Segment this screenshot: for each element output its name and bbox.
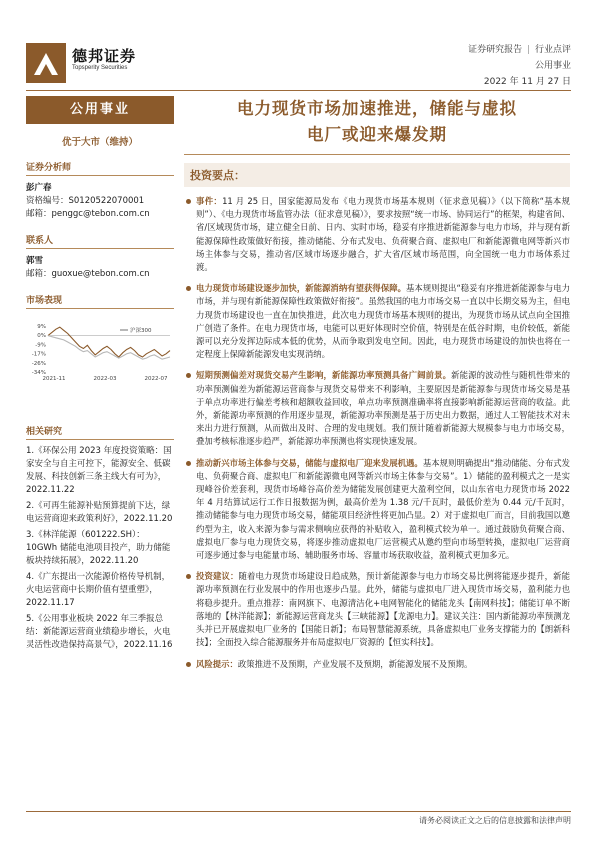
logo-text-en: Topsperity Securities — [72, 65, 128, 71]
contact-heading: 联系人 — [26, 233, 174, 249]
related-item[interactable]: 5.《公用事业板块 2022 年三季报总结：新能源运营商业绩稳步增长，火电灵活性改造保持高景气》，2022.11.16 — [26, 614, 173, 650]
y-tick-label: -26% — [31, 360, 46, 367]
bullet-text: 基本规则明确提出“推动储能、分布式发电、负荷聚合商、虚拟电厂和新能源微电网等新兴市场主体参与交易”。1）储能的盈利模式之一是实现峰谷价差套利，现货市场峰谷高价差为储能发展创建更大盈利空间，以山东省电力现货市场 2022 年 4 月结算试运行工作日报数据为例，最高价差为 1.38 元/千瓦时，最低价差为 0.44 元/千瓦时，推动储能参与电力现货市场交易，储能项目经济性将更加凸显。2）对于虚拟电厂而言，目前我国以邀约型为主，收入来源为参与需求侧响应获得的补贴收入，盈利模式较为单一。通过鼓励负荷聚合商、虚拟电厂参与电力现货交易，将逐步推动虚拟电厂运营模式从邀约型向市场型转换，虚拟电厂运营商可逐步通过参与电能量市场、辅助服务市场、容量市场获取收益，盈利模式更加多元。 — [196, 457, 571, 561]
header-divider — [26, 90, 571, 91]
report-date: 2022 年 11 月 27 日 — [483, 77, 571, 87]
analyst-cert: 资格编号：S0120522070001 — [26, 196, 145, 206]
analyst-email[interactable]: 邮箱：penggc@tebon.com.cn — [26, 209, 150, 219]
bullet-text: 基本规则提出“稳妥有序推进新能源参与电力市场，并与现有新能源保障性政策做好衔接”。虽然我国的电力市场交易一直以中长期交易为主，但电力现货市场建设也一直在加快推进，此次电力现货市场基本规则的提出，为现货市场从试点向全国推广创造了条件。在电力现货市场，电能可以更好体现时空价值，特别是在低谷时期，电价较低，新能源可以充分发挥边际成本低的优势，从而争取到发电空间。因此，电力现货市场建设的加快也将在一定程度上保障新能源发电实现消纳。 — [196, 283, 570, 360]
related-list — [26, 445, 174, 652]
market-heading: 市场表现 — [26, 293, 174, 309]
analyst-name: 彭广春 — [26, 183, 52, 193]
y-tick-label: -17% — [31, 351, 46, 358]
page-title — [184, 96, 570, 148]
chart-svg — [26, 322, 174, 382]
y-tick-label: -34% — [31, 370, 46, 376]
doc-meta — [468, 42, 571, 90]
market-performance-chart — [26, 322, 174, 382]
sector-label: 公用事业 — [26, 96, 174, 124]
x-tick-label: 2022-07 — [144, 376, 168, 382]
rating: 优于大市（维持） — [61, 137, 138, 148]
bullet-risk — [184, 658, 570, 671]
title-divider — [184, 154, 570, 155]
bullet-lead: 电力现货市场建设逐步加快，新能源消纳有望获得保障。 — [196, 283, 407, 294]
related-item[interactable]: 2.《可再生能源补贴预算提前下达，绿电运营商迎来政策利好》，2022.11.20 — [26, 501, 173, 524]
bullet-investment — [184, 570, 570, 649]
sidebar — [26, 96, 174, 309]
bullet-lead: 投资建议： — [196, 571, 239, 582]
analyst-heading: 证券分析师 — [26, 160, 174, 176]
bullet-lead: 短期预测偏差对现货交易产生影响，新能源功率预测具备广阔前景。 — [196, 370, 452, 381]
footer-disclaimer: 请务必阅读正文之后的信息披露和法律声明 — [419, 816, 571, 825]
footer-divider — [26, 811, 571, 812]
y-tick-label: -9% — [35, 342, 46, 349]
related-item[interactable]: 3.《林洋能源（601222.SH）：10GWh 储能电池项目投产，助力储能板块持续拓展》，2022.11.20 — [26, 530, 171, 566]
y-tick-label: 0% — [37, 333, 46, 340]
bullet-event — [184, 195, 570, 274]
bullet-lead: 事件： — [196, 196, 223, 206]
main-content — [184, 96, 570, 671]
report-sector: 公用事业 — [534, 61, 571, 71]
related-research — [26, 424, 174, 655]
legend-label: 沪深300 — [130, 328, 152, 334]
y-tick-label: 9% — [37, 324, 46, 330]
bullet-storage-vpp — [184, 457, 570, 563]
x-tick-label: 2022-03 — [93, 376, 117, 382]
bullet-lead: 推动新兴市场主体参与交易，储能与虚拟电厂迎来发展机遇。 — [196, 457, 423, 468]
bullet-text: 新能源的波动性与随机性带来的功率预测偏差为新能源运营商参与现货交易带来不利影响，主要原因是新能源参与现货市场交易是基于单点功率进行偏差考核和超额收益回收，单点功率预测准确率将直接影响新能源运营商的收益。此外，新能源功率预测的作用逐步显现，新能源功率预测是基于历史出力数据，通过人工智能技术对未来出力进行预测，从而做出及时、合理的发电规划。我们预计随着新能源大规模参与电力市场交易，叠加考核标准逐步趋严，新能源功率预测也将实现快速发展。 — [196, 370, 571, 447]
section-heading: 投资要点： — [184, 163, 570, 187]
related-item[interactable]: 4.《广东提出一次能源价格传导机制，火电运营商中长期价值有望重塑》，2022.11.17 — [26, 572, 171, 608]
bullet-text: 随着电力现货市场建设日趋成熟，预计新能源参与电力市场交易比例将能逐步提升，新能源功率预测在行业发展中的作用也逐步凸显。此外，储能与虚拟电厂进入现货市场交易，盈利能力也将稳步提升。重点推荐：南网旗下、电源清洁化+电网智能化的储能龙头【南网科技】；储能订单不断落地的【林洋能源】；新能源运营商龙头【三峡能源】【龙源电力】。建议关注：国内新能源功率预测龙头并已开展虚拟电厂业务的【国能日新】；布局智慧能源系统，具备虚拟电厂业务支撑能力的【朗新科技】；全面投入综合能源服务并布局虚拟电厂资源的【恒实科技】。 — [196, 571, 570, 648]
bullet-spot-market — [184, 282, 570, 361]
x-tick-label: 2021-11 — [42, 376, 66, 382]
bullet-text: 政策推进不及预期，产业发展不及预期，新能源发展不及预期。 — [237, 658, 473, 669]
title-line-2: 电厂或迎来爆发期 — [307, 125, 447, 144]
contact-email[interactable]: 邮箱：guoxue@tebon.com.cn — [26, 269, 150, 279]
contact-name: 郭雪 — [26, 256, 44, 266]
related-item[interactable]: 1.《环保公用 2023 年度投资策略：国家安全与自主可控下，能源安全、低碳发展、科技创新三条主线大有可为》，2022.11.22 — [26, 446, 172, 495]
company-logo — [26, 41, 156, 85]
title-line-1: 电力现货市场加速推进，储能与虚拟 — [237, 99, 517, 118]
meta-separator: | — [527, 45, 531, 55]
report-subtype: 行业点评 — [534, 45, 571, 55]
logo-text-cn: 德邦证券 — [72, 47, 137, 65]
report-type: 证券研究报告 — [468, 45, 523, 55]
bullet-forecast — [184, 369, 570, 448]
related-heading: 相关研究 — [26, 424, 174, 440]
bullet-lead: 风险提示： — [196, 658, 238, 669]
logo-mark-icon — [26, 43, 66, 83]
bullet-text: 11 月 25 日，国家能源局发布《电力现货市场基本规则（征求意见稿）》（以下简称“基本规则”）、《电力现货市场监管办法（征求意见稿）》，要求按照“统一市场、协同运行”的框架，构建省间、省/区域现货市场，建立健全日前、日内、实时市场，稳妥有序推进新能源参与电力市场，并与现有新能源保障性政策做好衔接，推动储能、分布式发电、负荷聚合商、虚拟电厂和新能源微电网等新兴市场主体参与交易，推动省/区域市场逐步融合，扩大省/区域市场范围，向全国统一电力市场体系过渡。 — [196, 196, 571, 273]
